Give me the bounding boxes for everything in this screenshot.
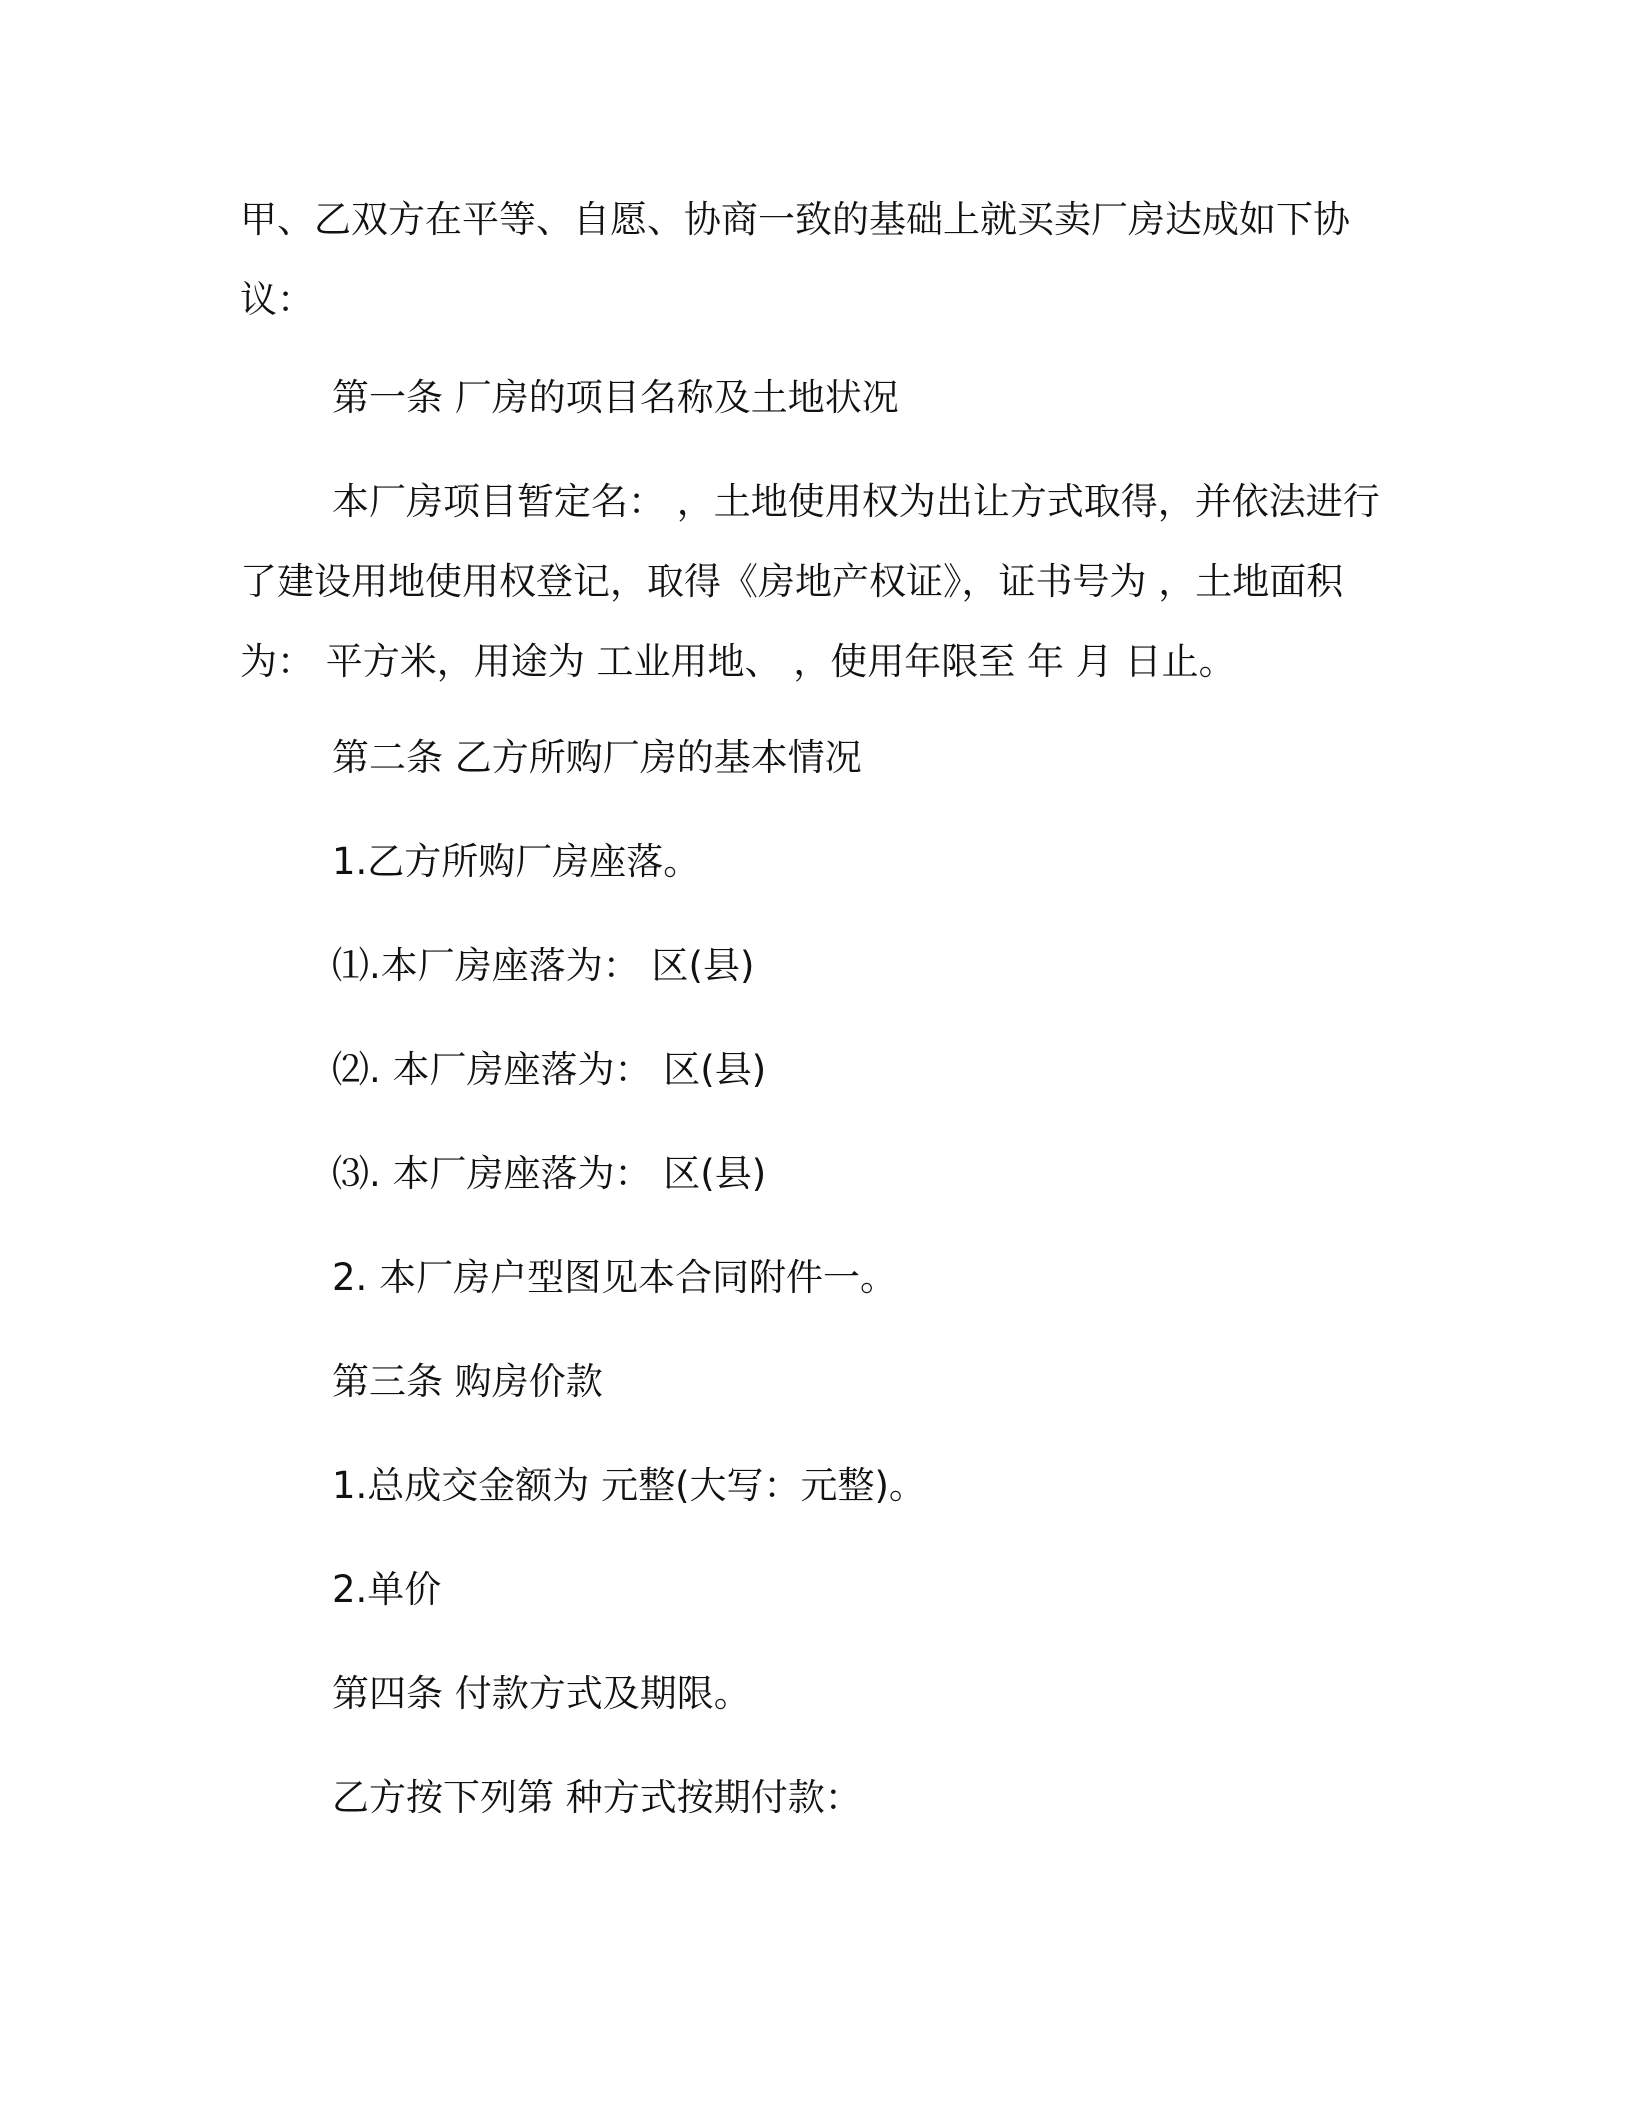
article-2-item-2: 2. 本厂房户型图见本合同附件一。 (332, 1256, 898, 1299)
location-item-1: ⑴.本厂房座落为： 区(县) (332, 944, 755, 987)
article-3-heading: 第三条 购房价款 (332, 1360, 603, 1403)
article-3-item-2: 2.单价 (332, 1568, 442, 1611)
article-2-heading: 第二条 乙方所购厂房的基本情况 (332, 736, 862, 779)
location-item-3: ⑶. 本厂房座落为： 区(县) (332, 1152, 767, 1195)
article-4-heading: 第四条 付款方式及期限。 (332, 1672, 751, 1715)
article-1-heading: 第一条 厂房的项目名称及土地状况 (332, 376, 899, 419)
article-1-body: 本厂房项目暂定名： ，土地使用权为出让方式取得，并依法进行了建设用地使用权登记，取得《房地产权证》，证书号为 ，土地面积为： 平方米，用途为 工业用地、 ，使用年限至 年 月 日止。 (240, 480, 1380, 683)
article-2-item-1: 1.乙方所购厂房座落。 (332, 840, 701, 883)
agreement-intro-paragraph: 甲、乙双方在平等、自愿、协商一致的基础上就买卖厂房达成如下协议： (240, 198, 1350, 321)
location-item-2: ⑵. 本厂房座落为： 区(县) (332, 1048, 767, 1091)
article-3-item-1: 1.总成交金额为 元整(大写：元整)。 (332, 1464, 926, 1507)
article-4-body: 乙方按下列第 种方式按期付款： (332, 1776, 862, 1819)
